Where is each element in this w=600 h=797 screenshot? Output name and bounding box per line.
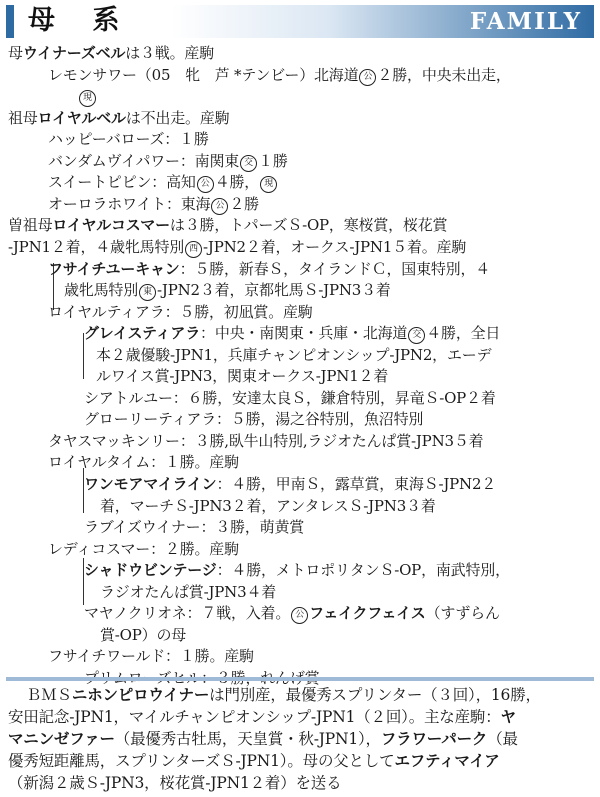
text-run: ハッピーバローズ：１勝 <box>48 130 209 148</box>
lines-line <box>48 538 239 560</box>
lines-line <box>96 344 491 366</box>
lines-line <box>48 451 239 473</box>
horse-name: ウイナーズベル <box>22 44 126 62</box>
text-run: ：５勝，新春Ｓ，タイランドＣ，国東特別，４ <box>179 260 491 278</box>
text-run: は門別産，最優秀スプリンター（３回），16勝， <box>209 686 541 704</box>
text-run: マヤノクリオネ：７戦，入着。 <box>84 604 291 622</box>
text-run: （最優秀古牡馬，天皇賞・秋-JPN1）， <box>114 730 381 748</box>
text-run: 着，マーチＳ-JPN3２着，アンタレスＳ-JPN3３着 <box>100 497 436 515</box>
horse-name: フサイチユーキャン <box>48 260 180 278</box>
text-run: ２勝 <box>229 195 259 213</box>
circled-mark-icon: 公 <box>291 607 308 624</box>
lines-line <box>48 193 259 215</box>
bms-line <box>8 772 341 794</box>
circled-mark-icon: 公 <box>359 69 376 86</box>
circled-mark-icon: 西 <box>185 241 202 258</box>
text-run: レモンサワー（05 牝 芦 *テンビー）北海道 <box>48 66 359 84</box>
text-run: 歳牝馬特別 <box>64 281 139 299</box>
circled-mark-icon: 交 <box>408 327 425 344</box>
text-run: ロイヤルタイム：１勝。産駒 <box>48 453 239 471</box>
circled-mark-icon: 現 <box>79 90 96 107</box>
horse-name: ヤ <box>500 708 516 726</box>
circled-mark-icon: 現 <box>260 176 277 193</box>
lines-line <box>8 236 466 258</box>
lines-line <box>84 473 496 495</box>
header-accent-bar <box>6 5 14 38</box>
circled-mark-icon: 東 <box>139 284 156 301</box>
lines-line <box>84 559 510 581</box>
text-run: レディコスマー：２勝。産駒 <box>48 540 239 558</box>
lines-line <box>64 279 391 301</box>
lines-line <box>48 171 278 193</box>
text-run: ：中央・南関東・兵庫・北海道 <box>200 324 408 342</box>
text-run: 安田記念-JPN1，マイルチャンピオンシップ-JPN1（２回）。主な産駒： <box>8 708 501 726</box>
text-run: -JPN2２着，オークス-JPN1５着。産駒 <box>203 238 467 256</box>
text-run: グローリーティアラ：５勝，湯之谷特別，魚沼特別 <box>84 410 424 428</box>
lines-line <box>48 258 490 280</box>
lines-line <box>100 495 436 517</box>
lines-line <box>48 645 254 667</box>
circled-mark-icon: 公 <box>197 176 214 193</box>
text-run: ＢＭＳ <box>26 686 72 704</box>
lines-line <box>84 516 304 538</box>
horse-name: ニホンピロウイナー <box>71 686 210 704</box>
circled-mark-icon: 公 <box>211 198 228 215</box>
text-run: オーロラホワイト：東海 <box>48 195 211 213</box>
lines-line <box>96 365 388 387</box>
lines-line <box>48 64 511 86</box>
text-run: は不出走。産駒 <box>125 109 230 127</box>
text-run: ４勝，全日 <box>426 324 501 342</box>
text-run: シアトルユー：６勝，安達太良Ｓ，鎌倉特別，昇竜Ｓ-OP２着 <box>84 389 496 407</box>
text-run: 曽祖母 <box>8 216 53 234</box>
horse-name: グレイスティアラ <box>84 324 201 342</box>
text-run: は３戦。産駒 <box>125 44 215 62</box>
text-run: ロイヤルティアラ：５勝，初凪賞。産駒 <box>48 303 313 321</box>
lines-line <box>48 150 288 172</box>
horse-name: ロイヤルコスマー <box>52 216 170 234</box>
text-run: ルワイス賞-JPN3，関東オークス-JPN1２着 <box>96 367 389 385</box>
text-run: ：４勝，メトロポリタンＳ-OP，南武特別， <box>216 561 510 579</box>
lines-line <box>84 322 500 344</box>
bms-line <box>8 750 500 772</box>
text-run: 優秀短距離馬，スプリンターズＳ-JPN1）。母の父として <box>8 752 395 770</box>
lines-line <box>48 128 209 150</box>
section-divider <box>6 677 594 681</box>
lines-line <box>78 85 97 107</box>
text-run: フサイチワールド：１勝。産駒 <box>48 647 254 665</box>
section-title: 母 系 <box>28 5 134 36</box>
text-run: ：４勝，甲南Ｓ，露草賞，東海Ｓ-JPN2２ <box>216 475 497 493</box>
horse-name: フェイクフェイス <box>309 604 426 622</box>
lines-line <box>8 214 447 236</box>
circled-mark-icon: 交 <box>240 155 257 172</box>
text-run: 祖母 <box>8 109 38 127</box>
section-title-english: FAMILY <box>469 8 582 35</box>
lines-line <box>8 42 214 64</box>
text-run: -JPN1２着，４歳牝馬特別 <box>8 238 185 256</box>
bms-line <box>8 706 516 728</box>
section-header <box>6 5 594 38</box>
text-run: ２勝，中央未出走， <box>377 66 511 84</box>
text-run: ４勝， <box>214 173 260 191</box>
horse-name: エフティマイア <box>394 752 500 770</box>
lines-line <box>84 602 500 624</box>
text-run: ラブイズウイナー：３勝，萌黄賞 <box>84 518 305 536</box>
text-run: （最 <box>487 730 518 748</box>
lines-line <box>100 581 276 603</box>
text-run: 本２歳優駿-JPN1，兵庫チャンピオンシップ-JPN2，エーデ <box>96 346 492 364</box>
text-run: タヤスマッキンリー：３勝,臥牛山特別,ラジオたんぱ賞-JPN3５着 <box>48 432 484 450</box>
lines-line <box>48 301 313 323</box>
horse-name: マニンゼファー <box>8 730 115 748</box>
horse-name: ロイヤルベル <box>37 109 126 127</box>
horse-name: ワンモアマイライン <box>84 475 217 493</box>
bms-line <box>8 728 518 750</box>
horse-name: フラワーパーク <box>380 730 488 748</box>
text-run: スイートピピン：高知 <box>48 173 196 191</box>
text-run: 賞-OP）の母 <box>100 626 187 644</box>
lines-line <box>100 624 186 646</box>
text-run: バンダムヴイパワー：南関東 <box>48 152 240 170</box>
text-run: -JPN2３着，京都牝馬Ｓ-JPN3３着 <box>157 281 391 299</box>
bms-line <box>26 684 541 706</box>
text-run: 母 <box>8 44 23 62</box>
text-run: （すずらん <box>425 604 500 622</box>
lines-line <box>48 430 483 452</box>
horse-name: シャドウビンテージ <box>84 561 217 579</box>
lines-line <box>8 107 229 129</box>
text-run: は３勝，トパーズＳ-OP，寒桜賞，桜花賞 <box>169 216 448 234</box>
text-run: １勝 <box>258 152 288 170</box>
text-run: （新潟２歳Ｓ-JPN3，桜花賞-JPN1２着）を送る <box>8 774 342 792</box>
lines-line <box>84 408 423 430</box>
text-run: ラジオたんぱ賞-JPN3４着 <box>100 583 277 601</box>
lines-line <box>84 387 496 409</box>
